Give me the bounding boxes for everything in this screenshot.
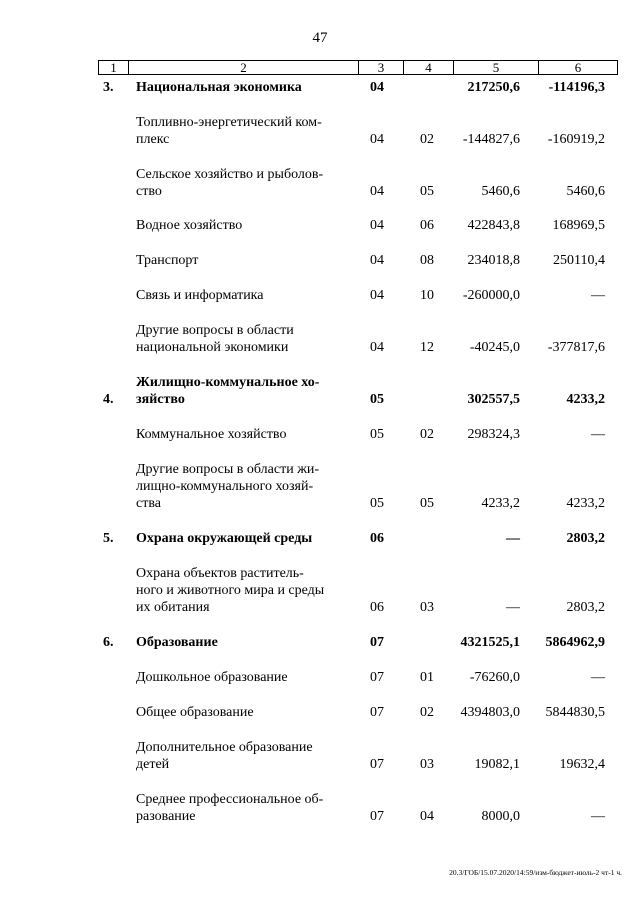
amount-column-5: 298324,3 (467, 427, 520, 442)
table-row (0, 739, 640, 773)
amount-column-5: 4321525,1 (460, 635, 520, 650)
table-column-header (98, 60, 618, 75)
subsection-code: 02 (420, 427, 434, 442)
section-code: 05 (370, 392, 384, 407)
row-name-line: национальной экономики (136, 340, 289, 355)
row-name (136, 322, 334, 356)
subsection-code: 12 (420, 340, 434, 355)
subsection-code: 02 (420, 132, 434, 147)
table-row (0, 565, 640, 616)
row-name-line: Образование (136, 635, 218, 650)
row-name (136, 669, 334, 686)
section-code: 06 (370, 531, 384, 546)
section-code: 05 (370, 427, 384, 442)
table-row (0, 79, 640, 96)
amount-column-6: 5864962,9 (545, 635, 605, 650)
row-name-line: Среднее профессиональное об- (136, 792, 324, 807)
amount-column-6: — (591, 288, 605, 303)
row-name-line: детей (136, 757, 170, 772)
column-number-4: 4 (404, 61, 454, 74)
amount-column-6: -114196,3 (548, 80, 605, 95)
row-name-line: лищно-коммунального хозяй- (136, 479, 314, 494)
row-name (136, 252, 334, 269)
row-name (136, 739, 334, 773)
amount-column-6: 2803,2 (566, 600, 605, 615)
row-name-line: Охрана объектов раститель- (136, 566, 304, 581)
table-row (0, 634, 640, 651)
amount-column-6: — (591, 809, 605, 824)
table-row (0, 374, 640, 408)
column-number-2: 2 (129, 61, 359, 74)
subsection-code: 03 (420, 600, 434, 615)
section-code: 04 (370, 132, 384, 147)
amount-column-5: -260000,0 (462, 288, 520, 303)
row-name (136, 114, 334, 148)
section-code: 04 (370, 184, 384, 199)
subsection-code: 03 (420, 757, 434, 772)
table-row (0, 426, 640, 443)
amount-column-5: 234018,8 (467, 253, 520, 268)
row-name (136, 704, 334, 721)
column-number-3: 3 (359, 61, 404, 74)
table-row (0, 252, 640, 269)
row-name-line: Другие вопросы в области жи- (136, 462, 320, 477)
amount-column-6: — (591, 670, 605, 685)
row-name-line: зяйство (136, 392, 185, 407)
column-number-6: 6 (574, 60, 582, 75)
column-number-1: 1 (99, 61, 129, 74)
amount-column-5: — (506, 531, 520, 546)
table-row (0, 461, 640, 512)
subsection-code: 02 (420, 705, 434, 720)
section-code: 07 (370, 809, 384, 824)
amount-column-5: 302557,5 (467, 392, 520, 407)
section-code: 04 (370, 340, 384, 355)
row-name (136, 217, 334, 234)
section-code: 07 (370, 705, 384, 720)
amount-column-5: 4233,2 (481, 496, 520, 511)
section-code: 04 (370, 253, 384, 268)
amount-column-5: 422843,8 (467, 218, 520, 233)
section-code: 07 (370, 670, 384, 685)
row-name (136, 79, 334, 96)
row-number: 3. (103, 80, 114, 95)
section-code: 05 (370, 496, 384, 511)
column-number-5: 5 (454, 61, 539, 74)
row-number: 4. (103, 392, 114, 407)
table-row (0, 166, 640, 200)
amount-column-5: 217250,6 (467, 80, 520, 95)
row-name-line: ного и животного мира и среды (136, 583, 325, 598)
amount-column-6: -160919,2 (547, 132, 605, 147)
row-name (136, 791, 334, 825)
section-code: 06 (370, 600, 384, 615)
amount-column-6: 168969,5 (552, 218, 605, 233)
row-name (136, 565, 334, 616)
amount-column-5: -144827,6 (462, 132, 520, 147)
subsection-code: 05 (420, 184, 434, 199)
row-name-line: ство (136, 184, 162, 199)
amount-column-6: 5460,6 (566, 184, 605, 199)
amount-column-6: -377817,6 (547, 340, 605, 355)
table-row (0, 287, 640, 304)
document-footer: 20.3/ГОБ/15.07.2020/14:59/изм-бюджет-июль-2 чт-1 ч. (449, 868, 622, 877)
section-code: 04 (370, 218, 384, 233)
row-name-line: Связь и информатика (136, 288, 264, 303)
row-name-line: разование (136, 809, 196, 824)
row-name-line: Общее образование (136, 705, 254, 720)
row-name-line: Жилищно-коммунальное хо- (136, 375, 320, 390)
amount-column-5: 4394803,0 (460, 705, 520, 720)
section-code: 07 (370, 757, 384, 772)
table-row (0, 217, 640, 234)
row-name-line: Национальная экономика (136, 80, 302, 95)
subsection-code: 08 (420, 253, 434, 268)
page-number: 47 (312, 30, 328, 46)
table-row (0, 530, 640, 547)
row-name-line: Дошкольное образование (136, 670, 288, 685)
table-row (0, 704, 640, 721)
row-name-line: Коммунальное хозяйство (136, 427, 287, 442)
section-code: 04 (370, 80, 384, 95)
amount-column-6: 4233,2 (566, 392, 605, 407)
row-name (136, 530, 334, 547)
row-name-line: Топливно-энергетический ком- (136, 115, 322, 130)
row-name (136, 287, 334, 304)
row-name (136, 461, 334, 512)
row-name (136, 634, 334, 651)
subsection-code: 04 (420, 809, 434, 824)
row-number: 6. (103, 635, 114, 650)
amount-column-5: 8000,0 (481, 809, 520, 824)
amount-column-5: -40245,0 (469, 340, 520, 355)
row-name (136, 426, 334, 443)
row-name-line: их обитания (136, 600, 210, 615)
subsection-code: 01 (420, 670, 434, 685)
row-name-line: плекс (136, 132, 170, 147)
row-name-line: Охрана окружающей среды (136, 531, 313, 546)
subsection-code: 06 (420, 218, 434, 233)
section-code: 07 (370, 635, 384, 650)
row-name-line: Водное хозяйство (136, 218, 243, 233)
amount-column-5: 5460,6 (481, 184, 520, 199)
amount-column-6: 250110,4 (553, 253, 605, 268)
row-name-line: Дополнительное образование (136, 740, 313, 755)
amount-column-5: 19082,1 (474, 757, 520, 772)
amount-column-6: — (591, 427, 605, 442)
subsection-code: 05 (420, 496, 434, 511)
table-row (0, 791, 640, 825)
table-row (0, 322, 640, 356)
subsection-code: 10 (420, 288, 434, 303)
table-row (0, 669, 640, 686)
row-number: 5. (103, 531, 114, 546)
amount-column-5: — (506, 600, 520, 615)
row-name (136, 166, 334, 200)
amount-column-6: 5844830,5 (545, 705, 605, 720)
amount-column-6: 2803,2 (566, 531, 605, 546)
row-name (136, 374, 334, 408)
row-name-line: ства (136, 496, 161, 511)
row-name-line: Транспорт (136, 253, 199, 268)
table-row (0, 114, 640, 148)
amount-column-6: 19632,4 (559, 757, 605, 772)
section-code: 04 (370, 288, 384, 303)
amount-column-5: -76260,0 (469, 670, 520, 685)
amount-column-6: 4233,2 (566, 496, 605, 511)
row-name-line: Другие вопросы в области (136, 323, 294, 338)
row-name-line: Сельское хозяйство и рыболов- (136, 167, 324, 182)
